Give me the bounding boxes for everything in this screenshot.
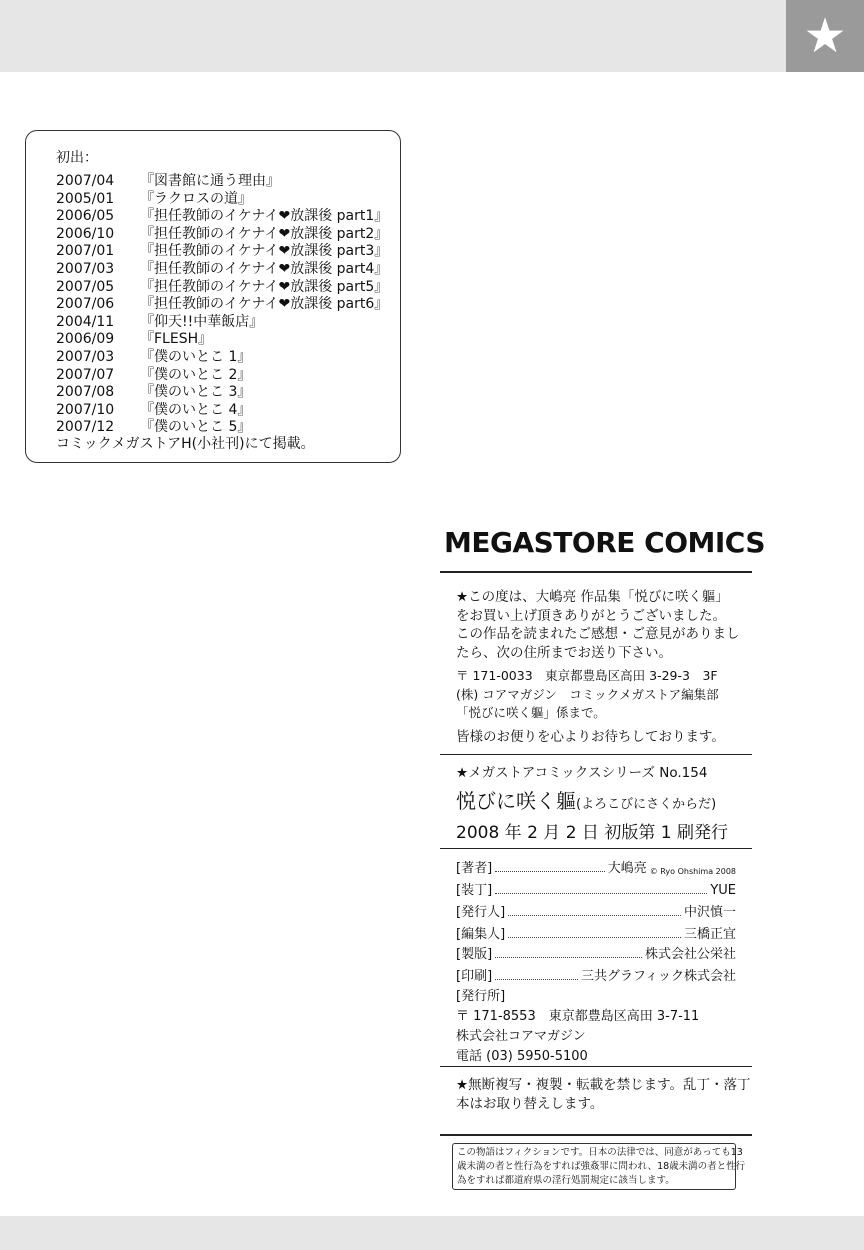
staff-row-design [456,880,736,898]
pub-date: 2007/03 [56,260,115,277]
list-item [56,243,388,261]
list-item [56,226,388,244]
section-divider [440,1066,752,1067]
waiting-message: 皆様のお便りを心よりお待ちしております。 [456,729,725,745]
dot-leader [495,893,707,894]
corner-star-box [786,0,864,72]
list-item [56,402,388,420]
list-item [56,279,388,297]
pub-title: 『担任教師のイケナイ❤放課後 part4』 [140,260,389,277]
pub-title: 『担任教師のイケナイ❤放課後 part1』 [140,208,389,225]
pub-date: 2005/01 [56,190,115,207]
staff-row-printer [456,966,736,984]
copyright-line: 本はお取り替えします。 [456,1095,604,1112]
pub-date: 2004/11 [56,313,115,330]
disclaimer-line: 歳未満の者と性行為をすれば強姦罪に問われ、18歳未満の者と性行 [457,1161,746,1172]
pub-date: 2007/06 [56,296,115,313]
staff-row-editor [456,924,736,942]
staff-role: [著者] [456,861,493,876]
pub-title: 『担任教師のイケナイ❤放課後 part6』 [140,296,389,313]
issue-date: 2008 年 2 月 2 日 初版第 1 刷発行 [456,823,728,843]
staff-row-plate [456,944,736,962]
publisher-label: [発行所] [456,989,506,1004]
list-item [56,349,388,367]
pub-title: 『担任教師のイケナイ❤放課後 part5』 [140,278,389,295]
pub-title: 『担任教師のイケナイ❤放課後 part3』 [140,243,389,260]
section-divider [440,754,752,755]
pub-title: 『僕のいとこ 1』 [140,348,252,365]
pub-date: 2006/05 [56,208,115,225]
dot-leader [495,871,605,872]
logo-underline [440,571,752,573]
thanks-line: この作品を読まれたご感想・ご意見がありまし [456,626,740,642]
pub-title: 『僕のいとこ 3』 [140,384,252,401]
staff-name: 株式会社公栄社 [644,947,736,962]
staff-name: 中沢慎一 [683,905,736,920]
list-item [56,367,388,385]
address-line: (株) コアマガジン コミックメガストア編集部 [456,686,719,702]
pub-title: 『僕のいとこ 5』 [140,419,252,436]
pub-title: 『担任教師のイケナイ❤放課後 part2』 [140,225,389,242]
staff-name: 大嶋亮 [607,861,647,876]
section-divider [440,848,752,849]
pub-title: 『僕のいとこ 2』 [140,366,252,383]
pub-date: 2006/10 [56,225,115,242]
dot-leader [508,915,681,916]
book-title-reading: (よろこびにさくからだ) [576,797,717,812]
star-icon: ★ [803,8,847,64]
series-line: ★メガストアコミックスシリーズ No.154 [456,765,708,781]
list-item [56,191,388,209]
staff-role: [印刷] [456,969,493,984]
pub-date: 2007/08 [56,384,115,401]
pub-title: 『FLESH』 [140,331,213,348]
staff-role: [編集人] [456,927,506,942]
thanks-line: ★この度は、大嶋亮 作品集「悦びに咲く軀」 [456,589,729,605]
megastore-comics-logo: MEGASTORE COMICS [444,526,766,559]
disclaimer-line: 為をすれば都道府県の淫行処罰規定に該当します。 [457,1175,675,1186]
staff-row-author [456,858,736,876]
publisher-company: 株式会社コアマガジン [456,1029,586,1044]
first-publication-note: コミックメガストアH(小社刊)にて掲載。 [56,436,315,452]
pub-date: 2007/05 [56,278,115,295]
author-credit: © Ryo Ohshima 2008 [649,867,736,876]
fiction-disclaimer-box [452,1143,746,1190]
address-line: 「悦びに咲く軀」係まで。 [456,705,606,720]
first-publication-list [56,173,388,437]
first-publication-box [25,130,401,463]
address-line: 〒 171-0033 東京都豊島区高田 3-29-3 3F [456,668,718,683]
section-divider [440,1134,752,1136]
top-band [0,0,864,72]
publisher-block [456,987,699,1067]
dot-leader [495,957,642,958]
staff-name: 三共グラフィック株式会社 [581,969,736,984]
pub-date: 2007/03 [56,348,115,365]
thanks-line: たら、次の住所までお送り下さい。 [456,644,672,661]
staff-name: YUE [710,883,736,898]
pub-title: 『ラクロスの道』 [140,190,252,207]
staff-row-publisher [456,902,736,920]
first-publication-heading: 初出： [56,150,98,166]
publisher-phone: 電話 (03) 5950-5100 [456,1049,588,1064]
pub-title: 『僕のいとこ 4』 [140,401,252,418]
pub-date: 2007/07 [56,366,115,383]
staff-name: 三橋正宜 [683,927,736,942]
disclaimer-line: この物語はフィクションです。日本の法律では、同意があっても13 [457,1147,743,1158]
book-title-line [456,785,716,814]
editorial-address [456,667,719,723]
dot-leader [495,979,578,980]
list-item [56,384,388,402]
list-item [56,208,388,226]
copyright-notice [456,1076,751,1113]
staff-role: [製版] [456,947,493,962]
list-item [56,261,388,279]
pub-title: 『図書館に通う理由』 [140,173,280,189]
dot-leader [508,937,681,938]
pub-date: 2007/04 [56,173,115,189]
pub-date: 2006/09 [56,331,115,348]
book-title: 悦びに咲く軀 [456,789,576,813]
list-item [56,314,388,332]
list-item [56,173,388,191]
pub-date: 2007/10 [56,401,115,418]
staff-role: [発行人] [456,905,506,920]
bottom-band [0,1216,864,1250]
copyright-line: ★無断複写・複製・転載を禁じます。乱丁・落丁 [456,1077,751,1093]
publisher-address: 〒 171-8553 東京都豊島区高田 3-7-11 [456,1009,700,1024]
pub-date: 2007/01 [56,243,115,260]
list-item [56,296,388,314]
pub-date: 2007/12 [56,419,115,436]
thanks-message [456,588,740,662]
list-item [56,331,388,349]
thanks-line: をお買い上げ頂きありがとうございました。 [456,607,726,624]
pub-title: 『仰天!!中華飯店』 [140,313,264,330]
staff-role: [装丁] [456,883,493,898]
